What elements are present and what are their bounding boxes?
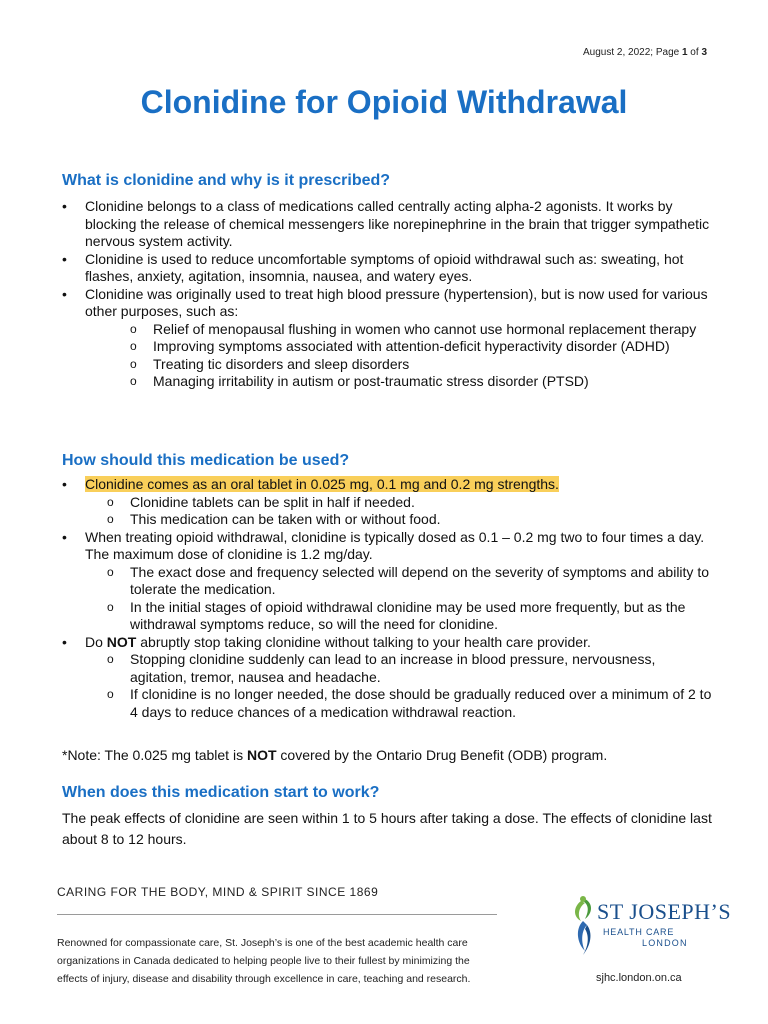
logo-location: LONDON: [642, 938, 688, 948]
sub-list: [85, 564, 712, 634]
section-heading-what: What is clonidine and why is it prescribed?: [62, 172, 391, 189]
section-heading-when: When does this medication start to work?: [62, 784, 380, 801]
logo-wordmark: ST JOSEPH’S: [597, 899, 732, 924]
st-josephs-logo: [567, 895, 732, 965]
sub-list: [85, 321, 712, 391]
footer-description: Renowned for compassionate care, St. Joseph’s is one of the best academic health care organizations in Canada dedicated to helping people live to their fullest by minimizing the effects of injury, disease and disability through excellence in care, teaching and research.: [57, 937, 471, 985]
page-current: 1: [681, 47, 688, 58]
footer-tagline: CARING FOR THE BODY, MIND & SPIRIT SINCE 1869: [57, 885, 379, 899]
list-item: • When treating opioid withdrawal, clonidine is typically dosed as 0.1 – 0.2 mg two to four times a day. The maximum dose of clonidine is 1.2 mg/day. o The exact dose and frequency selected will depend on the severity of symptoms and ability to tolerate the medication. o In the initial stages of opioid withdrawal clonidine may be used more frequently, but as the withdrawal symptoms reduce, so will the need for clonidine.: [62, 529, 712, 634]
list-item: • Clonidine belongs to a class of medications called centrally acting alpha-2 agonists. It works by blocking the release of chemical messengers like norepinephrine in the brain that trigger sympathetic nervous system activity.: [62, 198, 712, 251]
page-date: August 2, 2022; Page 1 of 3: [583, 47, 707, 58]
section2-list: [62, 476, 712, 721]
sub-list-item: o In the initial stages of opioid withdrawal clonidine may be used more frequently, but as the withdrawal symptoms reduce, so will the need for clonidine.: [85, 599, 712, 634]
list-item: • Do NOT abruptly stop taking clonidine without talking to your health care provider. o Stopping clonidine suddenly can lead to an increase in blood pressure, nervousness, agitation, tremor, nausea and headache. o If clonidine is no longer needed, the dose should be gradually reduced over a minimum of 2 to 4 days to reduce chances of a medication withdrawal reaction.: [62, 634, 712, 722]
sub-list-item: o Treating tic disorders and sleep disorders: [85, 356, 712, 374]
page-total: 3: [701, 47, 707, 58]
sub-list-item: o This medication can be taken with or without food.: [85, 511, 712, 529]
sub-list-item: o If clonidine is no longer needed, the dose should be gradually reduced over a minimum of 2 to 4 days to reduce chances of a medication withdrawal reaction.: [85, 686, 712, 721]
sub-list: [85, 494, 712, 529]
sub-list-item: o The exact dose and frequency selected will depend on the severity of symptoms and ability to tolerate the medication.: [85, 564, 712, 599]
list-item: [62, 476, 712, 529]
page-title: Clonidine for Opioid Withdrawal: [140, 84, 628, 120]
section-heading-how: How should this medication be used?: [62, 452, 350, 469]
logo-subtitle: HEALTH CARE: [603, 927, 675, 937]
sub-list-item: o Managing irritability in autism or post-traumatic stress disorder (PTSD): [85, 373, 712, 391]
list-item: • Clonidine is used to reduce uncomfortable symptoms of opioid withdrawal such as: sweating, hot flashes, anxiety, agitation, insomnia, nausea, and watery eyes.: [62, 251, 712, 286]
sub-list-item: o Relief of menopausal flushing in women who cannot use hormonal replacement therapy: [85, 321, 712, 339]
sub-list-item: o Clonidine tablets can be split in half if needed.: [85, 494, 712, 512]
note-text: *Note: The 0.025 mg tablet is NOT covered by the Ontario Drug Benefit (ODB) program.: [62, 747, 608, 763]
sub-list-item: o Improving symptoms associated with attention-deficit hyperactivity disorder (ADHD): [85, 338, 712, 356]
highlighted-text: Clonidine comes as an oral tablet in 0.025 mg, 0.1 mg and 0.2 mg strengths.: [85, 476, 559, 492]
sub-list: [85, 651, 712, 721]
footer-divider: [57, 914, 497, 915]
sub-list-item: o Stopping clonidine suddenly can lead to an increase in blood pressure, nervousness, agitation, tremor, nausea and headache.: [85, 651, 712, 686]
website-link[interactable]: sjhc.london.on.ca: [596, 972, 682, 984]
list-item: • Clonidine was originally used to treat high blood pressure (hypertension), but is now used for various other purposes, such as: o Relief of menopausal flushing in women who cannot use hormonal replacement therapy o Improving symptoms associated with attention-deficit hyperactivity disorder (ADHD) o Treating tic disorders and sleep disorders o Managing irritability in autism or post-traumatic stress disorder (PTSD): [62, 286, 712, 391]
section1-list: [62, 198, 712, 391]
leaf-figure-icon: [567, 895, 601, 967]
section3-body: The peak effects of clonidine are seen within 1 to 5 hours after taking a dose. The effects of clonidine last about 8 to 12 hours.: [62, 810, 712, 847]
